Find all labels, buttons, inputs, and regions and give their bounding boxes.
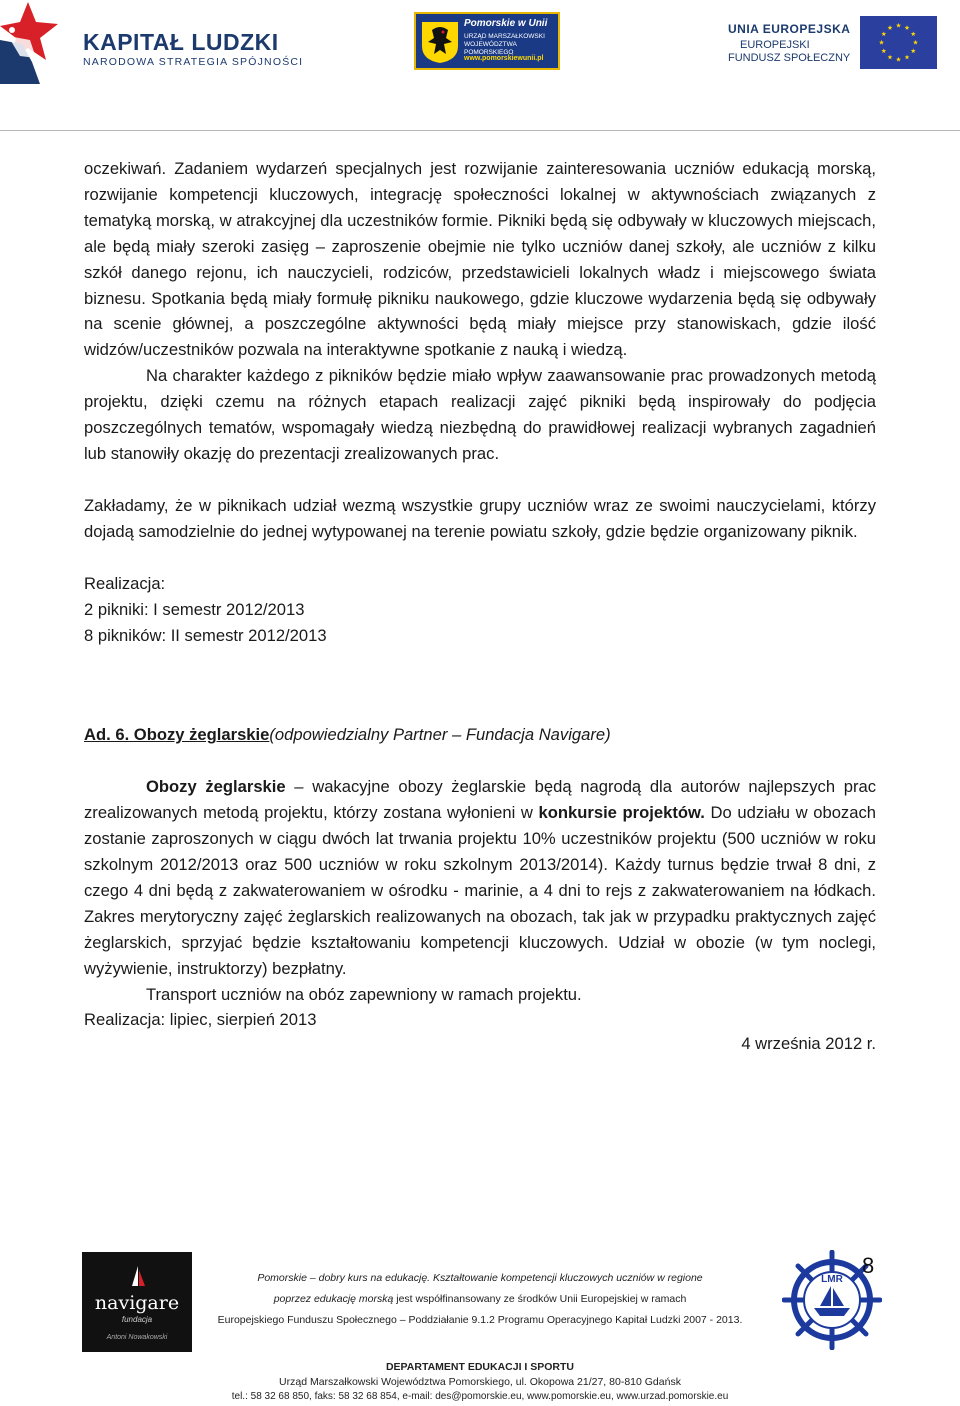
pomorskie-office: URZĄD MARSZAŁKOWSKI WOJEWÓDZTWA POMORSKIEGO: [464, 33, 545, 56]
footnote-line-2-rest: jest współfinansowany ze środków Unii Europejskiej w ramach: [393, 1293, 687, 1305]
ue-efs-logo-text: [728, 22, 850, 64]
department-contact: tel.: 58 32 68 850, faks: 58 32 68 854, e-mail: des@pomorskie.eu, www.pomorskie.eu, www.urzad.pomorskie.eu: [231, 1391, 729, 1402]
footnote-line-3: Europejskiego Funduszu Społecznego – Poddziałanie 9.1.2 Programu Operacyjnego Kapitał Ludzki 2007 - 2013.: [217, 1314, 743, 1326]
navigare-brand: navigare: [94, 1292, 180, 1314]
spacer: [84, 545, 876, 571]
pomorskie-url: www.pomorskiewunii.pl: [464, 55, 544, 62]
department-address: Urząd Marszałkowski Województwa Pomorskiego, ul. Okopowa 21/27, 80-810 Gdańsk: [279, 1376, 681, 1388]
document-date: 4 września 2012 r.: [741, 1034, 876, 1054]
section-heading-line: [84, 722, 876, 748]
sailing-camps-lead: Obozy żeglarskie: [146, 777, 286, 797]
paragraph-special-events: oczekiwań. Zadaniem wydarzeń specjalnych jest rozwijanie zainteresowania uczniów edukacją morską, rozwijanie kompetencji kluczowych, integrację społeczności lokalnej w aktywnościach związanych z tematyką morską, w atrakcyjnej dla uczestników formie. Pikniki będą się odbywały w kluczowych miejscach, ale będą miały szeroki zasięg – zaproszenie obejmie nie tylko uczniów danej szkoły, ale uczniów z kilku szkół danego rejonu, ich nauczycieli, rodziców, przedstawicieli lokalnych władz i miejscowego świata biznesu. Spotkania będą miały formułę pikniku naukowego, gdzie kluczowe wydarzenia będą się odbywały na scenie głównej, a poszczególne aktywności będą miały miejsce przy stanowiskach, gdzie ilość widzów/uczestników pozwala na interaktywne spotkanie z nauką i wiedzą.: [84, 159, 876, 360]
kapital-ludzki-star-icon: [0, 0, 70, 84]
kapital-ludzki-logo: [83, 30, 303, 68]
spacer: [84, 648, 876, 722]
ue-line-1: UNIA EUROPEJSKA: [728, 22, 851, 36]
sail-icon: [130, 1266, 146, 1290]
griffin-crest-icon: [420, 20, 460, 64]
project-footnote: [200, 1268, 760, 1331]
kapital-ludzki-subtitle: NARODOWA STRATEGIA SPÓJNOŚCI: [83, 56, 304, 68]
navigare-sub: fundacja: [121, 1315, 153, 1324]
ue-line-3: FUNDUSZ SPOŁECZNY: [728, 52, 851, 64]
department-info: [200, 1360, 760, 1404]
sailing-camps-text-c: Do udziału w obozach zostanie zaproszonych w ciągu dwóch lat trwania projektu 10% uczestników projektu (500 uczniów w roku szkolnym 2012/2013 oraz 500 uczniów w roku szkolnym 2013/2014). Każdy turnus będzie trwał 8 dni, z czego 4 dni będą z zakwaterowaniem w ośrodku - marinie, a 4 dni to rejs z zakwaterowaniem na łódkach. Zakres merytoryczny zajęć żeglarskich realizowanych na obozach, tak jak w przypadku praktycznych zajęć żeglarskich, sprzyjać będzie kształtowaniu kompetencji kluczowych. Udział w obozie (w tym noclegi, wyżywienie, instruktorzy) bezpłatny.: [84, 803, 876, 978]
kapital-ludzki-title: KAPITAŁ LUDZKI: [83, 29, 279, 55]
sailing-camps-text-a: – wakacyjne obozy żeglarskie będą nagrodą dla autorów najlepszych prac zrealizowanych metodą projektu, którzy zostana wyłonieni w: [84, 777, 877, 823]
navigare-signature: Antoni Nowakowski: [106, 1334, 168, 1341]
realizacja-item: 8 pikników: II semestr 2012/2013: [84, 625, 327, 645]
navigare-logo: [82, 1252, 192, 1352]
header-divider: [0, 130, 960, 131]
department-title: DEPARTAMENT EDUKACJI I SPORTU: [385, 1361, 575, 1373]
realizacja-item: 2 pikniki: I semestr 2012/2013: [84, 599, 305, 619]
footnote-line-2-italic: poprzez edukację morską: [273, 1293, 394, 1305]
spacer: [84, 748, 876, 774]
paragraph-picnic-character: Na charakter każdego z pikników będzie miało wpływ zaawansowanie prac prowadzonych metodą projektu, dzięki czemu na różnych etapach realizacji zajęć pikniki będą inspirowały do podjęcia poszczególnych tematów, wspomagały wiedzą niezbędną do prawidłowej realizacji wybranych zagadnień lub stanowiły okazję do prezentacji zrealizowanych prac.: [84, 366, 876, 463]
lmr-text: LMR: [821, 1274, 843, 1285]
section-heading: Ad. 6. Obozy żeglarskie: [84, 725, 270, 745]
document-body: [84, 156, 876, 1057]
page-header: [0, 0, 960, 84]
sailing-camps-contest: konkursie projektów.: [538, 803, 705, 823]
section-responsible: (odpowiedzialny Partner – Fundacja Navigare): [269, 725, 611, 745]
realizacja-label: Realizacja:: [84, 573, 166, 593]
pomorskie-w-unii-logo: [414, 12, 560, 70]
paragraph-sailing-camps: [84, 774, 876, 981]
paragraph-transport: Transport uczniów na obóz zapewniony w ramach projektu.: [146, 984, 582, 1004]
eu-flag-icon: [860, 16, 937, 69]
paragraph-participants: Zakładamy, że w piknikach udział wezmą wszystkie grupy uczniów wraz ze swoimi nauczycielami, którzy dojadą samodzielnie do jednej wytypowanej na terenie powiatu szkoły, gdzie będzie organizowany piknik.: [84, 495, 876, 541]
footnote-line-1: Pomorskie – dobry kurs na edukację. Kształtowanie kompetencji kluczowych uczniów w regione: [257, 1272, 703, 1284]
footnote-line-2: [200, 1289, 760, 1310]
page-number: 8: [862, 1253, 875, 1278]
paragraph-realizacja-dates: Realizacja: lipiec, sierpień 2013: [84, 1010, 317, 1030]
spacer: [84, 467, 876, 493]
ue-line-2: EUROPEJSKI: [740, 39, 810, 51]
pomorskie-title: Pomorskie w Unii: [464, 18, 548, 29]
